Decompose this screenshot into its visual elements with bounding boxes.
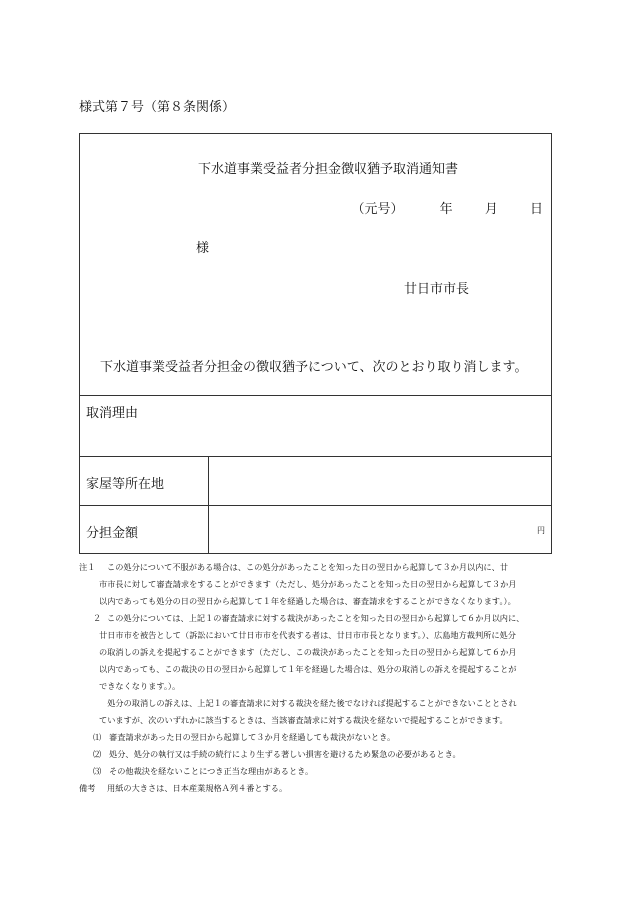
note-text: の取消しの訴えを提起することができます（ただし、この裁決があったことを知った日の翌日から起算して６か月 (99, 647, 517, 657)
note-text: 用紙の大きさは、日本産業規格Ａ列４番とする。 (107, 783, 288, 793)
cancellation-reason-label: 取消理由 (86, 406, 139, 421)
form-number: 様式第７号（第８条関係） (79, 100, 236, 115)
note-mark: 備考 (79, 783, 96, 793)
note-text: 審査請求があった日の翌日から起算して３か月を経過しても裁決がないとき。 (109, 732, 396, 742)
note-text: 以内であっても処分の日の翌日から起算して１年を経過した場合は、審査請求をすることができなくなります。）。 (99, 596, 516, 606)
note-line (79, 576, 552, 593)
note-line (79, 763, 552, 780)
date-month: 月 (484, 202, 498, 217)
note-line (79, 661, 552, 678)
note-mark: 注１ (79, 562, 96, 572)
date-day: 日 (529, 202, 543, 217)
note-line (79, 627, 552, 644)
note-text: この処分について不服がある場合は、この処分があったことを知った日の翌日から起算して３か月以内に、廿 (107, 562, 508, 572)
note-mark: ⑶ (93, 766, 102, 776)
note-text: 処分の取消しの訴えは、上記１の審査請求に対する裁決を経た後でなければ提起することができないこととされ (99, 698, 517, 708)
note-mark: ⑵ (93, 749, 102, 759)
note-line (79, 729, 552, 746)
notice-body: 下水道事業受益者分担金の徴収猶予について、次のとおり取り消します。 (100, 360, 528, 375)
issuer-name: 廿日市市長 (404, 282, 470, 297)
house-location-row (80, 457, 551, 506)
cancellation-reason-field (80, 396, 551, 457)
document-title: 下水道事業受益者分担金徴収猶予取消通知書 (198, 162, 459, 177)
note-text: 処分、処分の執行又は手続の続行により生ずる著しい損害を避けるため緊急の必要があるとき。 (109, 749, 461, 759)
column-divider (208, 457, 209, 505)
note-mark: ２ (93, 613, 102, 623)
date-line (352, 198, 543, 217)
note-text: 廿日市市を被告として（訴訟において廿日市市を代表する者は、廿日市市長となります。）、広島地方裁判所に処分 (99, 630, 516, 640)
note-text: 市市長に対して審査請求をすることができます（ただし、処分があったことを知った日の翌日から起算して３か月 (99, 579, 517, 589)
note-line (79, 593, 552, 610)
note-text: できなくなります。）。 (99, 681, 181, 691)
note-mark: ⑴ (93, 732, 102, 742)
addressee-suffix: 様 (196, 241, 210, 256)
notice-form (79, 133, 552, 554)
note-line (79, 610, 552, 627)
amount-label: 分担金額 (86, 526, 139, 541)
date-year: 年 (439, 202, 453, 217)
note-line (79, 678, 552, 695)
amount-row (80, 506, 551, 554)
note-text: ていますが、次のいずれかに該当するときは、当該審査請求に対する裁決を経ないで提起することができます。 (99, 715, 508, 725)
note-text: その他裁決を経ないことにつき正当な理由があるとき。 (109, 766, 314, 776)
note-line (79, 559, 552, 576)
notice-header-section (80, 134, 551, 396)
note-line (79, 644, 552, 661)
house-location-label: 家屋等所在地 (86, 477, 165, 492)
note-line (79, 712, 552, 729)
column-divider (208, 506, 209, 554)
notes-section (79, 559, 552, 797)
note-line (79, 780, 552, 797)
note-text: この処分については、上記１の審査請求に対する裁決があったことを知った日の翌日から起算して６か月以内に、 (107, 613, 525, 623)
note-line (79, 746, 552, 763)
date-era: （元号） (351, 202, 404, 217)
amount-unit: 円 (537, 526, 545, 535)
note-line (79, 695, 552, 712)
note-text: 以内であっても、この裁決の日の翌日から起算して１年を経過した場合は、処分の取消しの訴えを提起することが (99, 664, 517, 674)
